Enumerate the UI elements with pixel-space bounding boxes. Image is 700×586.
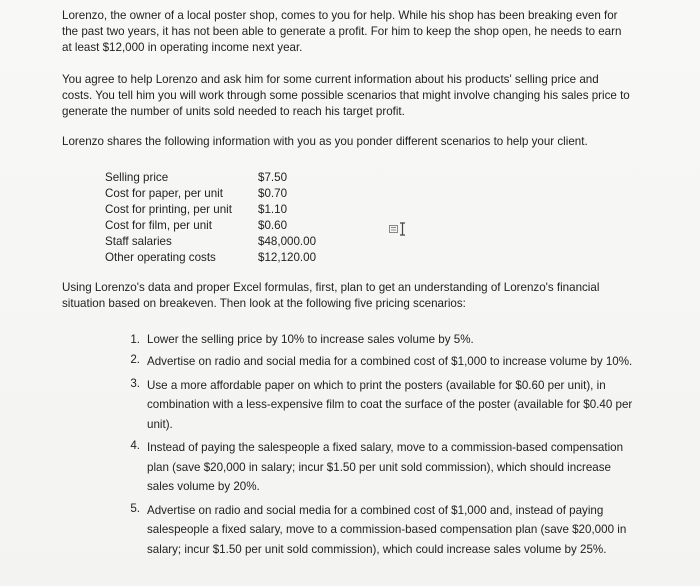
cost-label: Cost for film, per unit: [105, 219, 212, 232]
scenario-number: 5.: [130, 501, 140, 515]
cost-label: Staff salaries: [105, 235, 172, 248]
cost-label: Cost for paper, per unit: [105, 187, 223, 200]
scenario-number: 4.: [130, 439, 140, 452]
cost-value: $0.70: [258, 187, 288, 200]
scenario-number: 3.: [130, 376, 140, 390]
scenario-list: [120, 332, 640, 563]
scenario-text: Use a more affordable paper on which to print the posters (available for $0.60 per unit), in combination with a less-expensive film to coat the surface of the poster (available for $0.40 per unit).: [147, 378, 633, 431]
cost-label: Other operating costs: [105, 251, 216, 264]
intro-paragraph-2: You agree to help Lorenzo and ask him for some current information about his products' selling price and costs. You tell him you will work through some possible scenarios that might involve changing his sales price to generate the number of units sold needed to reach his target profit.: [62, 73, 630, 118]
cost-value: $12,120.00: [258, 251, 317, 264]
cost-row: [105, 234, 316, 250]
cost-label: Cost for printing, per unit: [105, 203, 232, 216]
list-item: [120, 352, 640, 372]
instructions-paragraph: Using Lorenzo's data and proper Excel formulas, first, plan to get an understanding of Lorenzo's financial situation based on breakeven. Then look at the following five pricing scenarios:: [62, 281, 600, 310]
scenario-number: 1.: [130, 333, 140, 346]
cost-row: [105, 186, 316, 202]
list-item: [120, 438, 640, 497]
cost-value: $1.10: [258, 203, 288, 216]
scenario-text: Instead of paying the salespeople a fixed salary, move to a commission-based compensation plan (save $20,000 in salary; incur $1.50 per unit sold commission), which should increase sales volume by 20%.: [147, 441, 624, 493]
list-item: [120, 501, 640, 560]
intro-paragraph-3: Lorenzo shares the following information with you as you ponder different scenarios to help your client.: [62, 135, 588, 148]
cost-row: [105, 218, 316, 234]
cost-table: [105, 170, 316, 266]
scenario-number: 2.: [130, 353, 140, 366]
cost-value: $7.50: [258, 171, 288, 184]
list-item: [120, 376, 640, 435]
intro-paragraph-1: Lorenzo, the owner of a local poster shop, comes to you for help. While his shop has been breaking even for the past two years, it has not been able to generate a profit. For him to keep the shop open, he needs to earn at least $12,000 in operating income next year.: [62, 9, 622, 54]
scenario-text: Advertise on radio and social media for a combined cost of $1,000 and, instead of paying salespeople a fixed salary, move to a commission-based compensation plan (save $20,000 in salary; incur $1.50 per unit sold commission), which could increase sales volume by 25%.: [147, 503, 627, 556]
cost-value: $0.60: [258, 219, 288, 232]
scenario-text: Advertise on radio and social media for a combined cost of $1,000 to increase volume by 10%.: [147, 355, 633, 368]
cost-row: [105, 250, 316, 266]
cost-value: $48,000.00: [258, 235, 317, 248]
scenario-text: Lower the selling price by 10% to increase sales volume by 5%.: [147, 333, 474, 346]
text-cursor-icon: [389, 222, 411, 236]
list-item: [120, 332, 640, 348]
cost-row: [105, 202, 316, 218]
cost-row: [105, 170, 316, 186]
cost-label: Selling price: [105, 171, 169, 184]
